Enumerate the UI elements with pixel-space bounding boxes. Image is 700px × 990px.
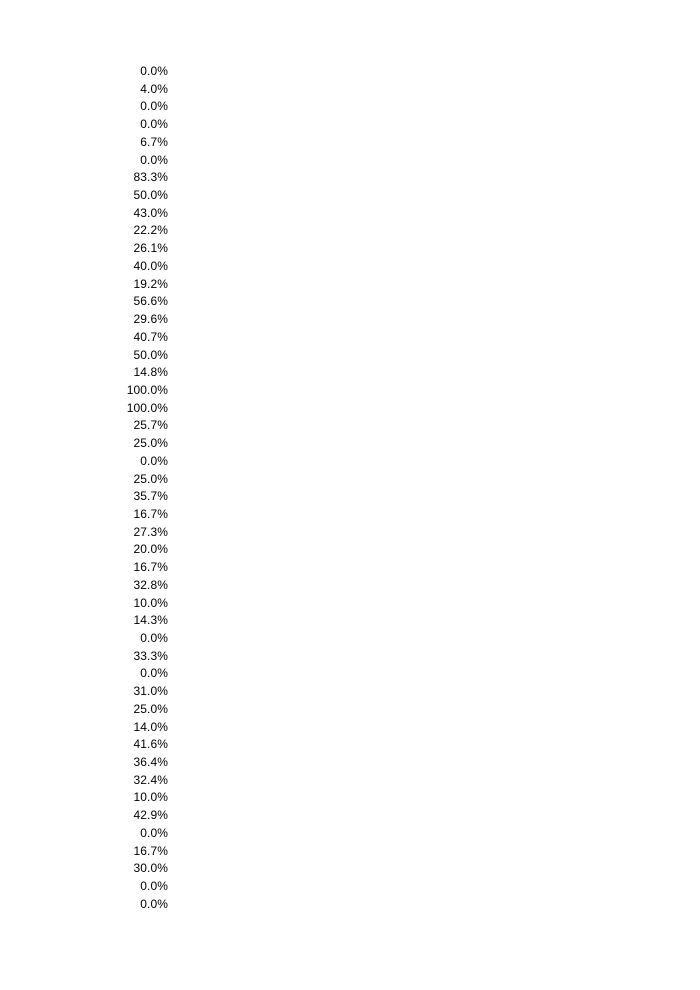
percentage-cell: 0.0% xyxy=(140,99,168,114)
percentage-cell: 50.0% xyxy=(133,188,168,203)
percentage-cell: 25.0% xyxy=(133,471,168,486)
percentage-cell: 0.0% xyxy=(140,64,168,78)
percentage-cell: 32.8% xyxy=(133,577,168,592)
percentage-cell: 0.0% xyxy=(140,896,168,911)
percentage-cell: 14.8% xyxy=(133,365,168,380)
percentage-cell: 40.0% xyxy=(133,258,168,273)
percentage-cell: 4.0% xyxy=(140,81,168,96)
percentage-cell: 40.7% xyxy=(133,329,168,344)
percentage-cell: 100.0% xyxy=(126,382,168,397)
percentage-cell: 10.0% xyxy=(133,595,168,610)
percentage-cell: 35.7% xyxy=(133,489,168,504)
percentage-cell: 0.0% xyxy=(140,666,168,681)
percentage-cell: 41.6% xyxy=(133,737,168,752)
percentage-cell: 56.6% xyxy=(133,294,168,309)
percentage-cell: 22.2% xyxy=(133,223,168,238)
percentage-cell: 25.0% xyxy=(133,436,168,451)
percentage-cell: 33.3% xyxy=(133,648,168,663)
percentage-cell: 16.7% xyxy=(133,560,168,575)
percentage-cell: 19.2% xyxy=(133,276,168,291)
percentage-cell: 0.0% xyxy=(140,825,168,840)
percentage-cell: 0.0% xyxy=(140,879,168,894)
percentage-cell: 6.7% xyxy=(140,134,168,149)
percentage-cell: 31.0% xyxy=(133,684,168,699)
percentage-cell: 20.0% xyxy=(133,542,168,557)
percentage-cell: 100.0% xyxy=(126,400,168,415)
percentage-cell: 10.0% xyxy=(133,790,168,805)
percentage-cell: 83.3% xyxy=(133,170,168,185)
percentage-cell: 14.0% xyxy=(133,719,168,734)
percentage-cell: 25.0% xyxy=(133,701,168,716)
percentage-cell: 0.0% xyxy=(140,453,168,468)
percentage-cell: 27.3% xyxy=(133,524,168,539)
percentage-cell: 29.6% xyxy=(133,312,168,327)
percentage-cell: 50.0% xyxy=(133,347,168,362)
percentage-cell: 14.3% xyxy=(133,613,168,628)
percentage-cell: 0.0% xyxy=(140,152,168,167)
percentage-cell: 32.4% xyxy=(133,772,168,787)
percentage-cell: 43.0% xyxy=(133,205,168,220)
percentage-cell: 26.1% xyxy=(133,241,168,256)
percentage-cell: 0.0% xyxy=(140,117,168,132)
percentage-cell: 30.0% xyxy=(133,861,168,876)
percentage-cell: 36.4% xyxy=(133,755,168,770)
percentage-cell: 0.0% xyxy=(140,631,168,645)
percentage-column xyxy=(100,63,168,914)
percentage-cell: 25.7% xyxy=(133,418,168,433)
percentage-cell: 42.9% xyxy=(133,808,168,823)
percentage-cell: 16.7% xyxy=(133,506,168,521)
percentage-cell: 16.7% xyxy=(133,843,168,858)
